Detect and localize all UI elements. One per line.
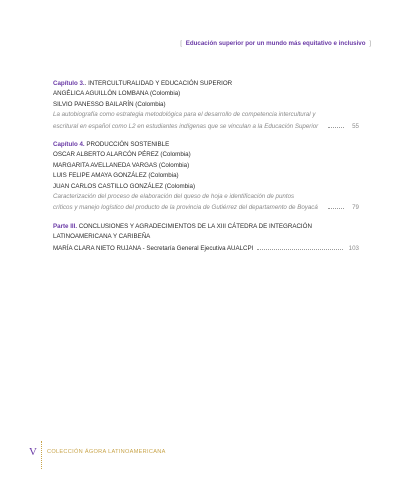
toc-entry-part-3[interactable] <box>53 222 359 254</box>
footer-divider <box>41 441 42 469</box>
author-line: OSCAR ALBERTO ALARCÓN PÉREZ (Colombia) <box>53 151 191 159</box>
author-line: LUIS FELIPE AMAYA GONZÁLEZ (Colombia) <box>53 172 179 180</box>
header-open-bracket: [ <box>180 40 182 47</box>
page-number: 55 <box>352 122 359 130</box>
collection-title: ÁGORA LATINOAMERICANA <box>84 449 166 455</box>
author-line: ANGÉLICA AGUILLÓN LOMBANA (Colombia) <box>53 90 181 98</box>
toc-entry-chapter-4[interactable] <box>53 140 359 214</box>
collection-name <box>47 449 166 455</box>
chapter-label: Capítulo 3. <box>53 80 85 87</box>
page-number: 79 <box>352 204 359 212</box>
page-number: 103 <box>348 244 359 252</box>
part-heading <box>53 222 359 232</box>
header-title: Educación superior por un mundo más equitativo e inclusivo <box>185 40 366 47</box>
leader-dots <box>257 243 342 250</box>
part-title-continued: LATINOAMERICANA Y CARIBEÑA <box>53 233 151 241</box>
part-title: CONCLUSIONES Y AGRADECIMIENTOS DE LA XIII CÁTEDRA DE INTEGRACIÓN <box>77 222 312 230</box>
collection-prefix: COLECCIÓN <box>47 449 83 455</box>
header-close-bracket: ] <box>369 40 371 47</box>
chapter-heading <box>53 140 359 150</box>
chapter-title: PRODUCCIÓN SOSTENIBLE <box>84 141 170 149</box>
chapter-title: . INTERCULTURALIDAD Y EDUCACIÓN SUPERIOR <box>84 80 233 87</box>
part-author-line <box>53 243 359 254</box>
part-label: Parte III. <box>53 222 78 230</box>
leader-dots <box>328 202 344 209</box>
table-of-contents <box>53 79 359 262</box>
author-line: SILVIO PANESSO BAILARÍN (Colombia) <box>53 100 166 108</box>
chapter-label: Capítulo 4. <box>53 141 85 149</box>
chapter-description: críticos y manejo logístico del producto de la provincia de Gutiérrez del departamento de Boyacá <box>53 204 318 212</box>
author-line: MARGARITA AVELLANEDA VARGAS (Colombia) <box>53 161 190 169</box>
chapter-description: La autobiografía como estrategia metodológica para el desarrollo de competencia intercultural y <box>53 111 316 119</box>
chapter-description-last-line <box>53 202 359 213</box>
chapter-heading <box>53 79 359 89</box>
page-number-roman: V <box>29 446 37 458</box>
chapter-description: escritural en español como L2 en estudiantes indígenas que se vinculan a la Educación Superior <box>53 122 319 130</box>
author-line: JUAN CARLOS CASTILLO GONZÁLEZ (Colombia) <box>53 182 196 190</box>
toc-entry-chapter-3[interactable] <box>53 79 359 132</box>
author-line: MARÍA CLARA NIETO RUJANA - Secretaría General Ejecutiva AUALCPI <box>53 244 254 252</box>
chapter-description: Caracterización del proceso de elaboración del queso de hoja e identificación de puntos <box>53 193 295 201</box>
running-header <box>180 40 371 47</box>
leader-dots <box>328 121 344 128</box>
chapter-description-last-line <box>53 121 359 132</box>
